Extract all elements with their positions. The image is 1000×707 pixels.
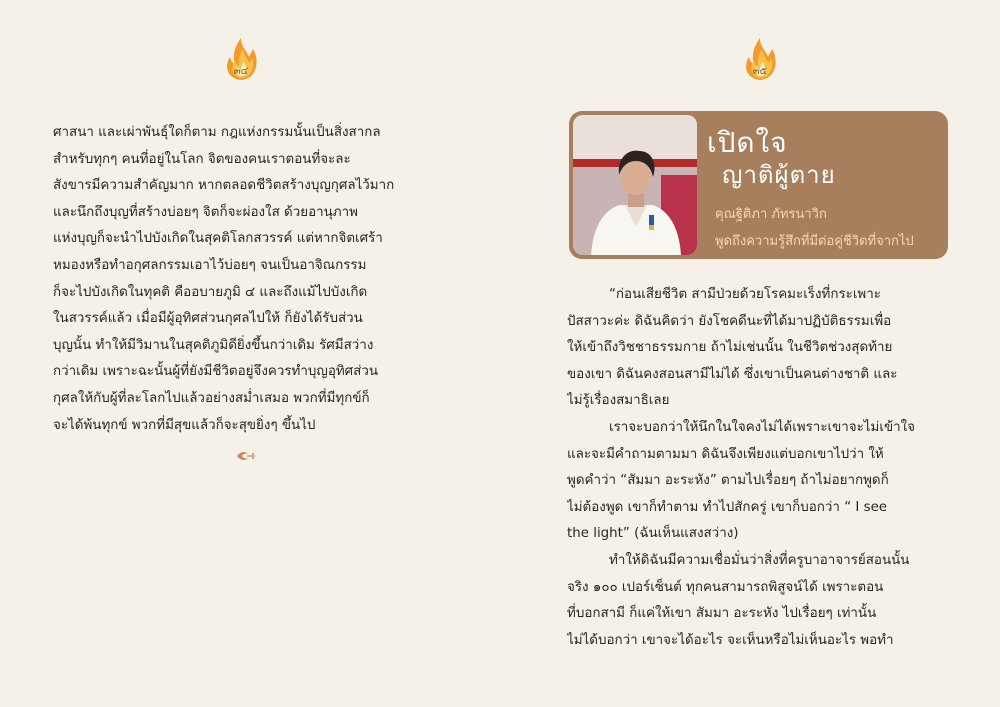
text-line: ไม่ต้องพูด เขาก็ทำตาม ทำไปสักครู่ เขาก็บอกว่า “ I see <box>567 499 888 515</box>
right-body-text <box>567 282 947 654</box>
text-line: ในสวรรค์แล้ว เมื่อมีผู้อุทิศส่วนกุศลไปให้ ก็ยังได้รับส่วน <box>53 311 363 327</box>
article-subtitle: พูดถึงความรู้สึกที่มีต่อคู่ชีวิตที่จากไป <box>715 234 914 249</box>
text-line: และจะมีคำถามตามมา ดิฉันจึงเพียงแต่บอกเขาไปว่า ให้ <box>567 446 884 462</box>
text-line: ศาสนา และเผ่าพันธุ์ใดก็ตาม กฎแห่งกรรมนั้นเป็นสิ่งสากล <box>53 125 381 140</box>
text-line: ก็จะไปบังเกิดในทุคติ คืออบายภูมิ ๔ และถึงแม้ไปบังเกิด <box>53 284 368 300</box>
text-line: เราจะบอกว่าให้นึกในใจคงไม่ได้เพราะเขาจะไม่เข้าใจ <box>609 419 915 435</box>
text-line: กุศลให้กับผู้ที่ละโลกไปแล้วอย่างสม่ำเสมอ พวกที่มีทุกข์ก็ <box>53 390 370 406</box>
text-line: บุญนั้น ทำให้มีวิมานในสุคติภูมิดียิ่งขึ้นกว่าเดิม รัศมีสว่าง <box>53 337 374 353</box>
text-line: จะได้พ้นทุกข์ พวกที่มีสุขแล้วก็จะสุขยิ่งๆ ขึ้นไป <box>53 417 316 433</box>
text-line: the light” (ฉันเห็นแสงสว่าง) <box>567 526 739 542</box>
text-line: “ก่อนเสียชีวิต สามีป่วยด้วยโรคมะเร็งที่กระเพาะ <box>609 287 881 302</box>
text-line: ปัสสาวะค่ะ ดิฉันคิดว่า ยังโชคดีนะที่ได้มาปฏิบัติธรรมเพื่อ <box>567 313 892 329</box>
page-number-badge <box>738 34 782 82</box>
text-line: ไม่ได้บอกว่า เขาจะได้อะไร จะเห็นหรือไม่เห็นอะไร พอทำ <box>567 632 894 648</box>
portrait-photo <box>573 115 697 255</box>
article-title-line2: ญาติผู้ตาย <box>722 161 836 189</box>
page-number-badge <box>219 34 263 82</box>
text-line: แห่งบุญก็จะนำไปบังเกิดในสุคติโลกสวรรค์ แต่หากจิตเศร้า <box>53 231 383 247</box>
author-name: คุณฐิติภา ภัทรนาวิก <box>715 207 827 222</box>
ornament-icon <box>236 450 256 462</box>
page-number: ๓๔ <box>233 66 249 77</box>
right-page <box>500 0 1000 707</box>
text-line: หมองหรือทำอกุศลกรรมเอาไว้บ่อยๆ จนเป็นอาจิณกรรม <box>53 257 367 273</box>
text-line: ไม่รู้เรื่องสมาธิเลย <box>567 393 670 409</box>
left-body-text <box>53 120 435 439</box>
page-number: ๓๕ <box>752 66 768 77</box>
text-line: กว่าเดิม เพราะฉะนั้นผู้ที่ยังมีชีวิตอยู่จึงควรทำบุญอุทิศส่วน <box>53 364 379 380</box>
text-line: ให้เข้าถึงวิชชาธรรมกาย ถ้าไม่เช่นนั้น ในชีวิตช่วงสุดท้าย <box>567 340 893 356</box>
text-line: และนึกถึงบุญที่สร้างบ่อยๆ จิตก็จะผ่องใส ด้วยอานุภาพ <box>53 204 358 220</box>
article-header-card <box>569 111 948 259</box>
text-line: พูดคำว่า “สัมมา อะระหัง” ตามไปเรื่อยๆ ถ้าไม่อยากพูดก็ <box>567 473 889 489</box>
text-line: ทำให้ดิฉันมีความเชื่อมั่นว่าสิ่งที่ครูบาอาจารย์สอนนั้น <box>609 552 910 568</box>
text-line: จริง ๑๐๐ เปอร์เซ็นต์ ทุกคนสามารถพิสูจน์ได้ เพราะตอน <box>567 579 884 595</box>
article-title: เปิดใจ <box>707 126 788 159</box>
text-line: สำหรับทุกๆ คนที่อยู่ในโลก จิตของคนเราตอนที่จะละ <box>53 151 351 167</box>
text-line: ของเขา ดิฉันคงสอนสามีไม่ได้ ซึ่งเขาเป็นคนต่างชาติ และ <box>567 366 898 382</box>
text-line: ที่บอกสามี ก็แค่ให้เขา สัมมา อะระหัง ไปเรื่อยๆ เท่านั้น <box>567 606 877 622</box>
text-line: สังขารมีความสำคัญมาก หากตลอดชีวิตสร้างบุญกุศลไว้มาก <box>53 178 395 194</box>
